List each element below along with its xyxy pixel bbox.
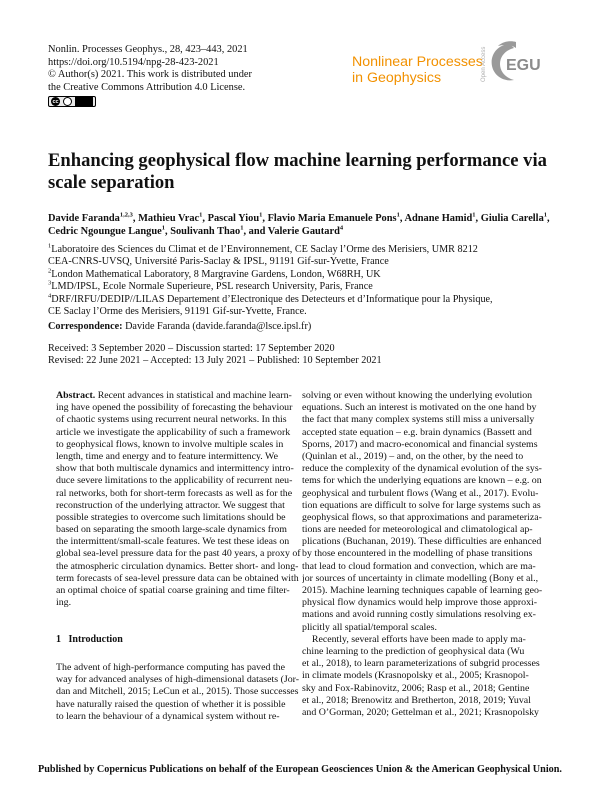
abstract-line: length, time and energy and to feature intermittency. We — [56, 450, 278, 462]
affiliation-cont: CEA-CNRS-UVSQ, Université Paris-Saclay & IPSL, 91191 Gif-sur-Yvette, France — [48, 256, 389, 268]
body-line: mations and avoid running costly simulations resolving ex- — [302, 609, 536, 621]
license-notice[interactable]: the Creative Commons Attribution 4.0 License. — [48, 81, 246, 93]
body-line: chine learning to the prediction of geophysical data (Wu — [302, 645, 525, 657]
author[interactable]: Flavio Maria Emanuele Pons$^1$ — [267, 211, 400, 224]
author[interactable]: Valerie Gautard$^4$ — [267, 224, 344, 237]
abstract-label: Abstract. — [56, 390, 96, 401]
abstract-line: based on separating the smooth large-scale dynamics from — [56, 524, 287, 536]
body-line: equations. Such an interest is motivated on the one hand by — [302, 402, 537, 414]
body-line: reduce the complexity of the dynamical evolution of the sys- — [302, 463, 542, 475]
attribution-icon — [63, 97, 72, 106]
abstract — [56, 390, 302, 609]
body-line: have naturally raised the question of whether it is possible — [56, 698, 286, 710]
body-line: solving or even without knowing the underlying evolution — [302, 390, 533, 401]
journal-name-line2: in Geophysics — [352, 70, 442, 86]
doi-link[interactable]: https://doi.org/10.5194/npg-28-423-2021 — [48, 56, 219, 68]
body-line: tems for which the underlying equations are known – e.g. on — [302, 475, 542, 487]
affiliation: $^4$DRF/IRFU/DEDIP//LILAS Departement d’Electronique des Detecteurs et d’Informatique pour la Physique, — [48, 292, 493, 305]
author[interactable]: Adnane Hamid$^1$ — [404, 211, 476, 224]
abstract-line: ing have opened the possibility of forecasting the behaviour — [56, 402, 293, 414]
body-line: in climate models (Krasnopolsky et al., 2005; Krasnopol- — [302, 670, 529, 682]
section-title: Introduction — [68, 634, 123, 645]
affiliation: $^3$LMD/IPSL, Ecole Normale Superieure, PSL research University, Paris, France — [48, 279, 373, 293]
body-line: (Quinlan et al., 2019) – and, on the other, by the need to — [302, 450, 524, 462]
abstract-line: Abstract. Recent advances in statistical and machine learn- — [56, 390, 292, 401]
publisher-footer: Published by Copernicus Publications on behalf of the European Geosciences Union & the American Geophysical Union. — [38, 764, 562, 775]
section-number: 1 — [56, 634, 61, 645]
author[interactable]: Cedric Ngoungue Langue$^1$ — [48, 224, 165, 237]
body-line: that lead to cloud formation and convection, which are ma- — [302, 560, 536, 572]
affiliations — [48, 244, 553, 318]
body-line: et al., 2018), to learn parameterizations of subgrid processes — [302, 658, 540, 670]
abstract-line: ral networks, both for short-term forecasts as well as for the — [56, 487, 293, 499]
affiliation: $^1$Laboratoire des Sciences du Climat et de l’Environnement, CE Saclay l’Orme des Merisiers, UMR 8212 — [48, 242, 478, 255]
cc-by-badge[interactable] — [48, 96, 96, 107]
paper-title: Enhancing geophysical flow machine learning performance via scale separation — [48, 150, 547, 193]
body-line: physical flow dynamics would help improve those approxi- — [302, 597, 538, 609]
author[interactable]: Soulivanh Thao$^1$ — [170, 224, 244, 237]
dates-line: Revised: 22 June 2021 – Accepted: 13 July 2021 – Published: 10 September 2021 — [48, 355, 382, 367]
correspondence-label: Correspondence: — [48, 321, 123, 332]
author[interactable]: Mathieu Vrac$^1$ — [138, 211, 203, 224]
abstract-line: article we investigate the applicability of such a framework — [56, 426, 291, 438]
body-line: tion equations are difficult to solve for large systems such as — [302, 499, 541, 511]
author[interactable]: Pascal Yiou$^1$ — [207, 211, 263, 224]
affiliation: $^2$London Mathematical Laboratory, 8 Margravine Gardens, London, W68RH, UK — [48, 267, 381, 280]
abstract-line: global sea-level pressure data for the past 40 years, a proxy of — [56, 548, 301, 560]
body-line: plicitly all spatial/temporal scales. — [302, 621, 437, 633]
right-column-text — [302, 390, 548, 719]
body-line: The advent of high-performance computing has paved the — [56, 662, 285, 673]
body-line: dan and Mitchell, 2015; LeCun et al., 2015). Those successes — [56, 686, 299, 698]
abstract-line: of chaotic systems using recurrent neural networks. In this — [56, 414, 287, 426]
abstract-line: duce severe limitations to the applicability of recurrent neu- — [56, 475, 293, 487]
abstract-line: term forecasts of sea-level pressure data can be obtained with — [56, 572, 299, 584]
abstract-line: possible strategies to overcome such limitations should be — [56, 511, 286, 523]
abstract-line: to geophysical flows, known to involve multiple scales in — [56, 438, 284, 450]
author-list: Davide Faranda$^{1,2,3}$, Mathieu Vrac$^1$, Pascal Yiou$^1$, Flavio Maria Emanuele Pons$^1$, Adnane Hamid$^1$, Giulia Carella$^1$, Cedric Ngoungue Langue$^1$, Soulivanh Thao$^1$, and Valerie Gautard$^4$ — [48, 211, 550, 237]
body-line: plications (Buchanan, 2019). These difficulties are enhanced — [302, 536, 542, 548]
badge-bar — [75, 97, 93, 106]
journal-name-line1: Nonlinear Processes — [352, 54, 483, 70]
open-access-label: Open Access — [481, 46, 487, 82]
author[interactable]: Giulia Carella$^1$ — [480, 211, 548, 224]
abstract-line: the intermittent/small-scale features. We test these ideas on — [56, 536, 290, 548]
abstract-line: the atmospheric circulation dynamics. Better short- and long- — [56, 560, 299, 572]
affiliation-cont: CE Saclay l’Orme des Merisiers, 91191 Gif-sur-Yvette, France. — [48, 306, 307, 318]
egu-logo — [486, 38, 548, 86]
body-line: jor sources of uncertainty in climate modelling (Bony et al., — [302, 572, 539, 584]
author[interactable]: Davide Faranda$^{1,2,3}$ — [48, 211, 133, 224]
intro-text — [56, 662, 302, 723]
citation-block — [48, 44, 252, 94]
body-line: and O’Gorman, 2020; Gettelman et al., 2021; Krasnopolsky — [302, 706, 539, 718]
publication-dates — [48, 343, 382, 368]
copyright-notice: © Author(s) 2021. This work is distributed under — [48, 69, 252, 81]
section-heading — [56, 634, 123, 645]
abstract-line: show that both multiscale dynamics and intermittency intro- — [56, 463, 294, 475]
body-line: sky and Fox-Rabinovitz, 2006; Rasp et al., 2018; Gentine — [302, 682, 530, 694]
abstract-line: an optimal choice of spatial coarse graining and time filter- — [56, 585, 290, 596]
body-line: by those encountered in the modelling of phase transitions — [302, 548, 533, 560]
body-line: the fact that many complex systems still miss a universally — [302, 414, 535, 426]
body-line: Sporns, 2017) and macro-economical and financial systems — [302, 438, 538, 450]
dates-line: Received: 3 September 2020 – Discussion started: 17 September 2020 — [48, 343, 335, 354]
body-line: et al., 2018; Brenowitz and Bretherton, 2018, 2019; Yuval — [302, 694, 531, 706]
body-line: accepted state equation – e.g. brain dynamics (Bassett and — [302, 426, 532, 438]
correspondence-email[interactable]: Davide Faranda (davide.faranda@lsce.ipsl.fr) — [125, 321, 312, 332]
body-line: tions are needed for meteorological and climatological ap- — [302, 524, 533, 536]
body-line: way for advanced analyses of high-dimensional datasets (Jor- — [56, 674, 300, 686]
body-line: geophysical flows, so that approximations and parameteriza- — [302, 511, 542, 523]
journal-citation: Nonlin. Processes Geophys., 28, 423–443, 2021 — [48, 44, 248, 55]
correspondence — [48, 321, 311, 332]
cc-icon: cc — [52, 98, 59, 105]
journal-name — [352, 54, 483, 86]
egu-logo-text: EGU — [506, 57, 541, 74]
body-line: to learn the behaviour of a dynamical system without re- — [56, 710, 280, 722]
body-line: Recently, several efforts have been made to apply ma- — [302, 633, 526, 645]
body-line: 2015). Machine learning techniques capable of learning geo- — [302, 585, 543, 596]
body-line: geophysical and turbulent flows (Wang et al., 2017). Evolu- — [302, 487, 539, 499]
abstract-line: ing. — [56, 597, 72, 609]
abstract-line: reconstruction of the underlying attractor. We suggest that — [56, 499, 285, 511]
